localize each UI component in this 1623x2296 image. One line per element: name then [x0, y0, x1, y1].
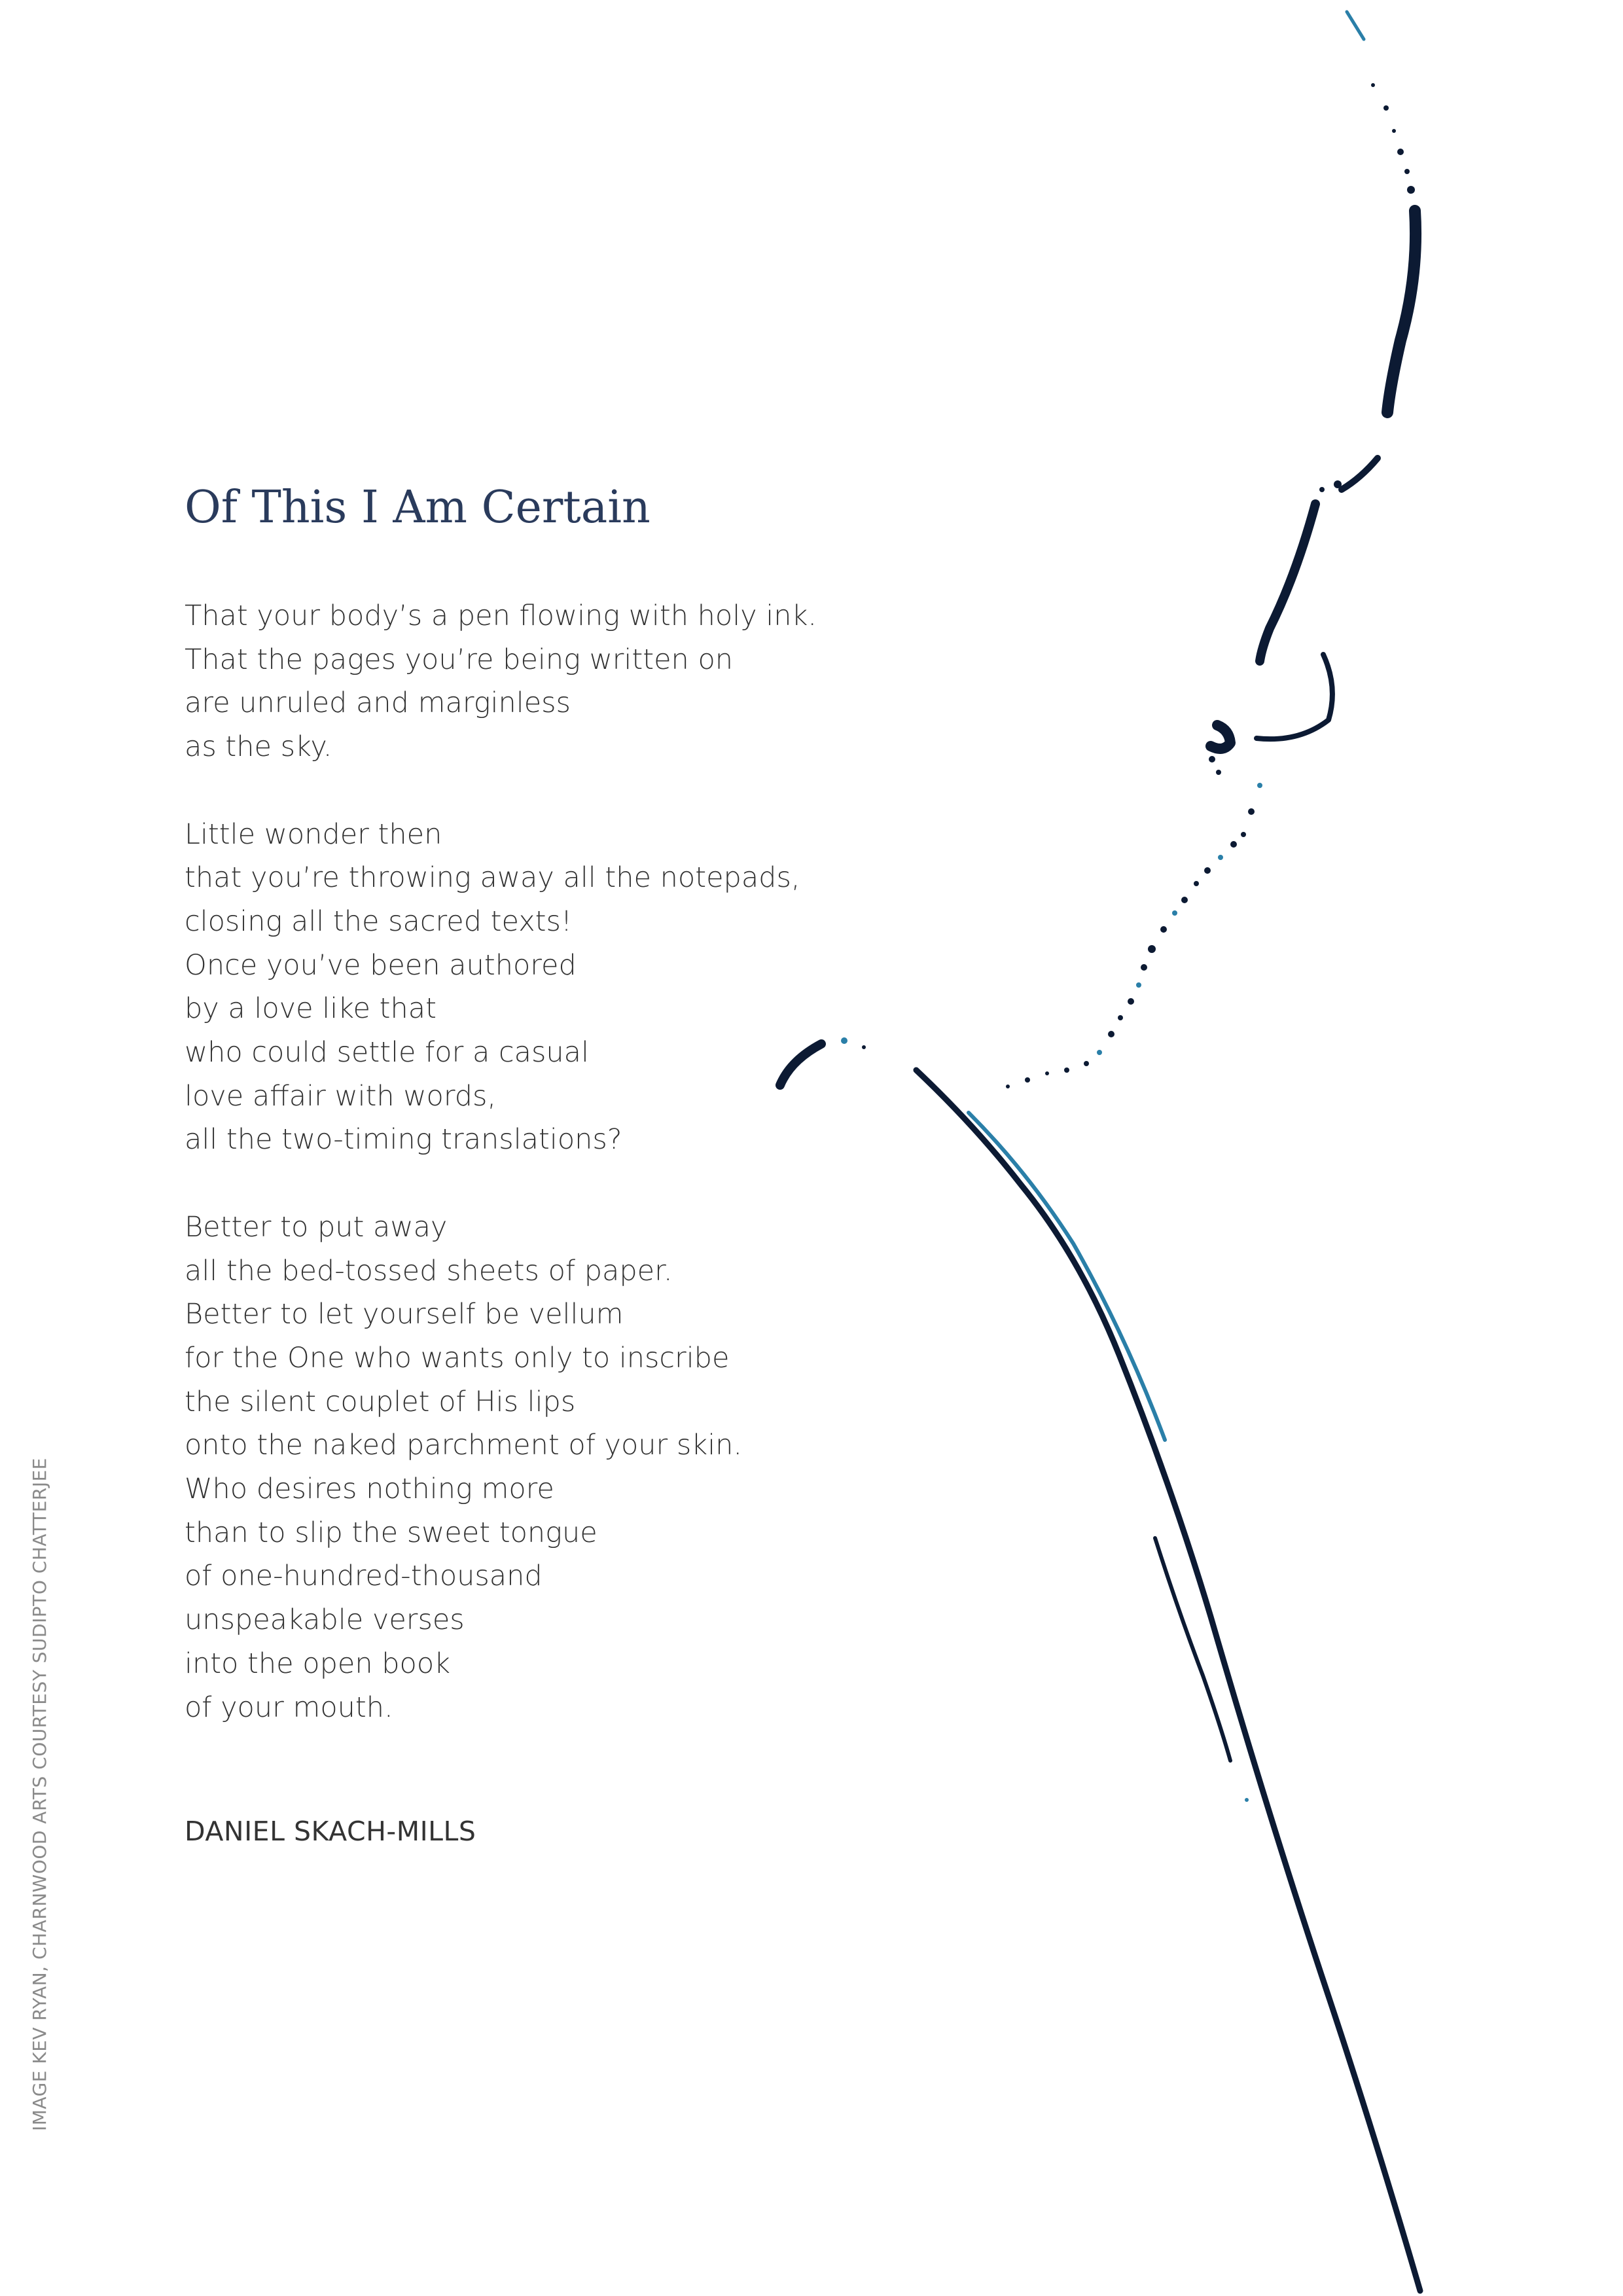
stanza-2	[185, 813, 817, 1162]
poem-line: by a love like that	[185, 992, 437, 1026]
ink-stroke-forehead	[1387, 211, 1416, 412]
poem-line: That the pages you’re being written on	[185, 643, 734, 676]
stanza-3	[185, 1206, 817, 1729]
poem-line: Better to put away	[185, 1210, 448, 1244]
poem-line: of your mouth.	[185, 1691, 393, 1724]
poem-line: love affair with words,	[185, 1079, 497, 1113]
poem-line: all the two-timing translations?	[185, 1123, 622, 1157]
poem-line: Little wonder then	[185, 817, 442, 851]
image-credit: IMAGE KEV RYAN, CHARNWOOD ARTS COURTESY SUDIPTO CHATTERJEE	[29, 1458, 50, 2131]
poem-line: Once you’ve been authored	[185, 948, 577, 982]
ink-stroke-nostril	[1257, 655, 1332, 739]
ink-stroke-neck-front	[916, 1070, 1420, 2291]
poem-line: as the sky.	[185, 730, 332, 764]
poem-line: than to slip the sweet tongue	[185, 1516, 597, 1549]
poem-line: the silent couplet of His lips	[185, 1385, 576, 1418]
poem-line: Better to let yourself be vellum	[185, 1298, 624, 1331]
poem-line: all the bed-tossed sheets of paper.	[185, 1254, 673, 1287]
poem-line: who could settle for a casual	[185, 1036, 589, 1069]
ink-stroke-crown	[1347, 12, 1364, 39]
ink-dots-chin	[1006, 783, 1262, 1088]
stanza-1	[185, 594, 817, 769]
ink-stroke-lips	[1211, 725, 1230, 749]
poem-line: Who desires nothing more	[185, 1473, 554, 1506]
poem-line: that you’re throwing away all the notepads,	[185, 861, 800, 895]
poem-line: closing all the sacred texts!	[185, 905, 573, 938]
poem-body	[185, 594, 817, 1773]
poem-line: for the One who wants only to inscribe	[185, 1341, 730, 1374]
poem-author: DANIEL SKACH-MILLS	[185, 1816, 476, 1847]
ink-dots-forehead	[1371, 83, 1415, 194]
poem-line: are unruled and marginless	[185, 687, 571, 720]
poem-title: Of This I Am Certain	[185, 482, 651, 533]
ink-stroke-nose	[1260, 504, 1315, 661]
poem-line: of one-hundred-thousand	[185, 1560, 543, 1593]
poem-line: into the open book	[185, 1647, 451, 1680]
poem-line: That your body’s a pen flowing with holy ink.	[185, 600, 817, 632]
poem-line: unspeakable verses	[185, 1604, 465, 1637]
poem-line: onto the naked parchment of your skin.	[185, 1429, 743, 1462]
